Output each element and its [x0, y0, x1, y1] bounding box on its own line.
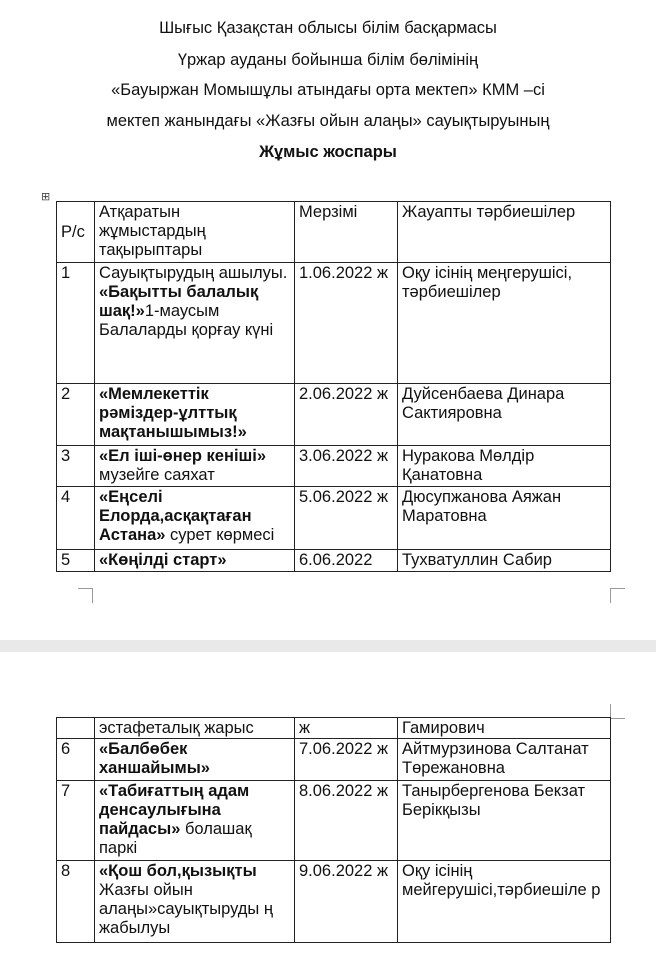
row-date: 1.06.2022 ж — [295, 263, 398, 384]
topic-text: Жазғы ойын алаңы»сауықтыруды ң жабылуы — [99, 881, 273, 937]
header-responsible: Жауапты тәрбиешілер — [398, 202, 611, 263]
topic-bold-text: «Балбөбек ханшайымы» — [99, 740, 210, 777]
topic-bold-text: «Қош бол,қызықты — [99, 862, 257, 880]
row-date: 8.06.2022 ж — [295, 781, 398, 861]
row-responsible: Айтмурзинова Салтанат Төрежановна — [398, 739, 611, 781]
plan-table-continued — [56, 717, 611, 943]
topic-bold-text: «Табиғаттың адам денсаулығына пайдасы» — [99, 782, 250, 838]
row-topic — [95, 263, 295, 384]
topic-bold-text: «Ел іші-өнер кеніші» — [99, 447, 267, 465]
table-row — [57, 718, 611, 739]
topic-text: 1-маусым Балаларды қорғау күні — [99, 302, 274, 339]
header-line-3: «Бауыржан Момышұлы атындағы орта мектеп» КММ –сі — [111, 81, 545, 99]
row-topic: эстафеталық жарыс — [95, 718, 295, 739]
row-date: 6.06.2022 — [295, 550, 398, 572]
row-responsible: Оқу ісінің мейгерушісі,тәрбиешіле р — [398, 861, 611, 943]
table-row — [57, 550, 611, 572]
header-line-2: Үржар ауданы бойынша білім бөлімінің — [177, 51, 479, 69]
plan-table — [56, 201, 611, 572]
row-responsible: Оқу ісінің меңгерушісі, тәрбиешілер — [398, 263, 611, 384]
row-topic — [95, 739, 295, 781]
topic-bold-text: «Көңілді старт» — [99, 551, 227, 569]
row-responsible: Тухватуллин Сабир — [398, 550, 611, 572]
row-topic — [95, 487, 295, 550]
header-topic: Атқаратын жұмыстардың тақырыптары — [95, 202, 295, 263]
table-row — [57, 861, 611, 943]
row-date: ж — [295, 718, 398, 739]
row-num: 6 — [57, 739, 95, 781]
row-responsible: Нуракова Мөлдір Қанатовна — [398, 446, 611, 487]
row-responsible: Дуйсенбаева Динара Сактияровна — [398, 384, 611, 446]
table-row — [57, 781, 611, 861]
row-num — [57, 718, 95, 739]
table-header-row — [57, 202, 611, 263]
topic-bold-text: «Еңселі Елорда,асқақтаған Астана» — [99, 488, 252, 544]
topic-text: Сауықтырудың ашылуы. — [99, 264, 288, 282]
topic-bold-text: «Мемлекеттік рәміздер-ұлттық мақтанышымыз!» — [99, 385, 247, 441]
row-num: 8 — [57, 861, 95, 943]
row-topic — [95, 446, 295, 487]
row-topic — [95, 550, 295, 572]
row-topic — [95, 781, 295, 861]
row-num: 3 — [57, 446, 95, 487]
document-page-2 — [0, 652, 656, 960]
row-responsible: Дюсупжанова Аяжан Маратовна — [398, 487, 611, 550]
topic-bold-text: «Бақытты балалық шақ!» — [99, 283, 259, 320]
table-row — [57, 487, 611, 550]
topic-text: музейге саяхат — [99, 466, 215, 484]
page-margin-corner-mark — [610, 704, 625, 719]
row-responsible: Танырбергенова Бекзат Берікқызы — [398, 781, 611, 861]
header-line-4: мектеп жанындағы «Жазғы ойын алаңы» сауықтыруының — [106, 112, 550, 130]
row-num: 1 — [57, 263, 95, 384]
table-row — [57, 739, 611, 781]
row-responsible: Гамирович — [398, 718, 611, 739]
row-topic — [95, 384, 295, 446]
page-margin-corner-mark — [610, 588, 625, 603]
row-date: 7.06.2022 ж — [295, 739, 398, 781]
row-topic — [95, 861, 295, 943]
row-num: 4 — [57, 487, 95, 550]
row-date: 3.06.2022 ж — [295, 446, 398, 487]
row-num: 7 — [57, 781, 95, 861]
table-move-handle-icon[interactable]: ⊞ — [41, 191, 51, 203]
row-date: 5.06.2022 ж — [295, 487, 398, 550]
header-line-1: Шығыс Қазақстан облысы білім басқармасы — [159, 19, 497, 37]
table-row — [57, 384, 611, 446]
table-row — [57, 446, 611, 487]
row-date: 9.06.2022 ж — [295, 861, 398, 943]
topic-text: болашақ паркі — [99, 820, 252, 857]
topic-text: сурет көрмесі — [165, 526, 275, 544]
header-date: Мерзімі — [295, 202, 398, 263]
page-separator — [0, 640, 656, 652]
row-date: 2.06.2022 ж — [295, 384, 398, 446]
row-num: 5 — [57, 550, 95, 572]
row-num: 2 — [57, 384, 95, 446]
page-margin-corner-mark — [78, 588, 93, 603]
header-num: Р/с — [57, 202, 95, 263]
document-title: Жұмыс жоспары — [259, 143, 397, 161]
table-row — [57, 263, 611, 384]
